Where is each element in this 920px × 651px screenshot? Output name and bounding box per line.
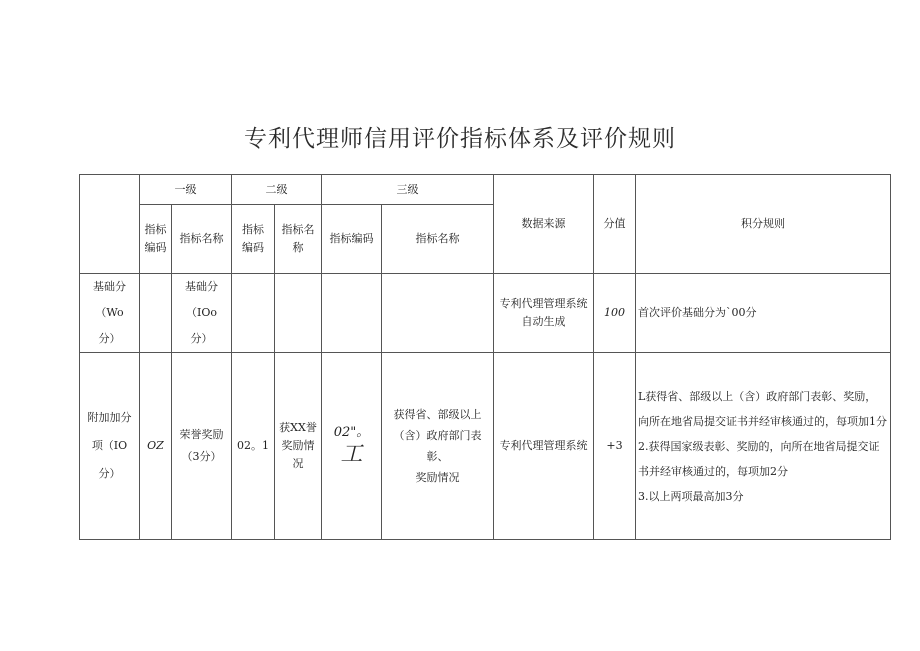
header-level2: 二级	[232, 175, 322, 205]
row2-l2-name-line: 获XX誉	[279, 421, 317, 434]
row1-label	[80, 274, 140, 353]
header-code-l1-line: 指标	[144, 223, 167, 236]
header-name-l3: 指标名称	[382, 205, 494, 274]
row2-l3-code-line: 02"。	[333, 425, 370, 440]
row-bonus-score	[80, 353, 891, 540]
rule-line: 向所在地省局提交证书并经审核通过的，每项加1分	[638, 414, 887, 428]
row2-l1-name-line: 荣誉奖励	[179, 428, 224, 441]
row2-l3-name-line: 奖励情况	[415, 471, 460, 484]
indicator-table	[79, 174, 891, 540]
header-score: 分值	[594, 175, 636, 274]
rule-line: 书并经审核通过的，每项加2分	[638, 464, 788, 478]
page-title: 专利代理师信用评价指标体系及评价规则	[244, 126, 676, 152]
row1-source-line: 专利代理管理系统	[499, 297, 588, 310]
row2-l2-code: 02。1	[232, 353, 275, 540]
row2-label-line: 附加加分	[87, 411, 132, 424]
row2-l1-name-line: （3分）	[181, 450, 222, 463]
rule-line: 2.获得国家级表彰、奖励的，向所在地省局提交证	[638, 439, 880, 453]
header-code-l1	[140, 205, 172, 274]
header-rules: 积分规则	[636, 175, 891, 274]
row1-l1-name-line: 分）	[190, 332, 213, 345]
header-code-l3: 指标编码	[322, 205, 382, 274]
row1-l3-code	[322, 274, 382, 353]
row2-score: +3	[594, 353, 636, 540]
row2-l3-name	[382, 353, 494, 540]
header-code-l1-line: 编码	[144, 241, 167, 254]
row1-source-line: 自动生成	[521, 315, 566, 328]
row1-l1-code	[140, 274, 172, 353]
row1-l1-name	[172, 274, 232, 353]
row2-l3-code	[322, 353, 382, 540]
rule-line: L获得省、部级以上（含）政府部门表彰、奖励，	[638, 389, 877, 403]
header-level1: 一级	[140, 175, 232, 205]
row1-source	[494, 274, 594, 353]
row1-l1-name-line: （IOo	[186, 306, 217, 319]
row2-label	[80, 353, 140, 540]
header-level3: 三级	[322, 175, 494, 205]
row1-label-line: （Wo	[95, 306, 124, 319]
row1-score: 100	[594, 274, 636, 353]
row2-label-line: 分）	[98, 467, 121, 480]
row-base-score	[80, 274, 891, 353]
row2-l2-name-line: 奖励情况	[281, 439, 315, 470]
row2-l3-code-line: 工	[340, 442, 363, 467]
row1-rule: 首次评价基础分为`00分	[636, 274, 891, 353]
row1-label-line: 分）	[98, 332, 121, 345]
row2-l3-name-line: （含）政府部门表彰、	[393, 429, 482, 463]
row2-l1-name	[172, 353, 232, 540]
header-name-l2: 指标名称	[275, 205, 322, 274]
header-name-l1: 指标名称	[172, 205, 232, 274]
row1-l3-name	[382, 274, 494, 353]
row1-l1-name-line: 基础分	[185, 280, 218, 293]
row1-l2-code	[232, 274, 275, 353]
rule-line: 3.以上两项最高加3分	[638, 489, 744, 503]
row2-l1-code: OZ	[140, 353, 172, 540]
row2-rules	[636, 353, 891, 540]
row2-label-line: 项（IO	[91, 439, 128, 452]
row1-l2-name	[275, 274, 322, 353]
header-code-l2-line: 指标	[242, 223, 264, 236]
row2-l2-name	[275, 353, 322, 540]
header-code-l2	[232, 205, 275, 274]
corner-cell	[80, 175, 140, 274]
row2-source: 专利代理管理系统	[494, 353, 594, 540]
header-code-l2-line: 编码	[242, 241, 264, 254]
row2-l3-name-line: 获得省、部级以上	[393, 408, 482, 421]
header-source: 数据来源	[494, 175, 594, 274]
header-row-1	[80, 175, 891, 205]
row1-label-line: 基础分	[93, 280, 126, 293]
